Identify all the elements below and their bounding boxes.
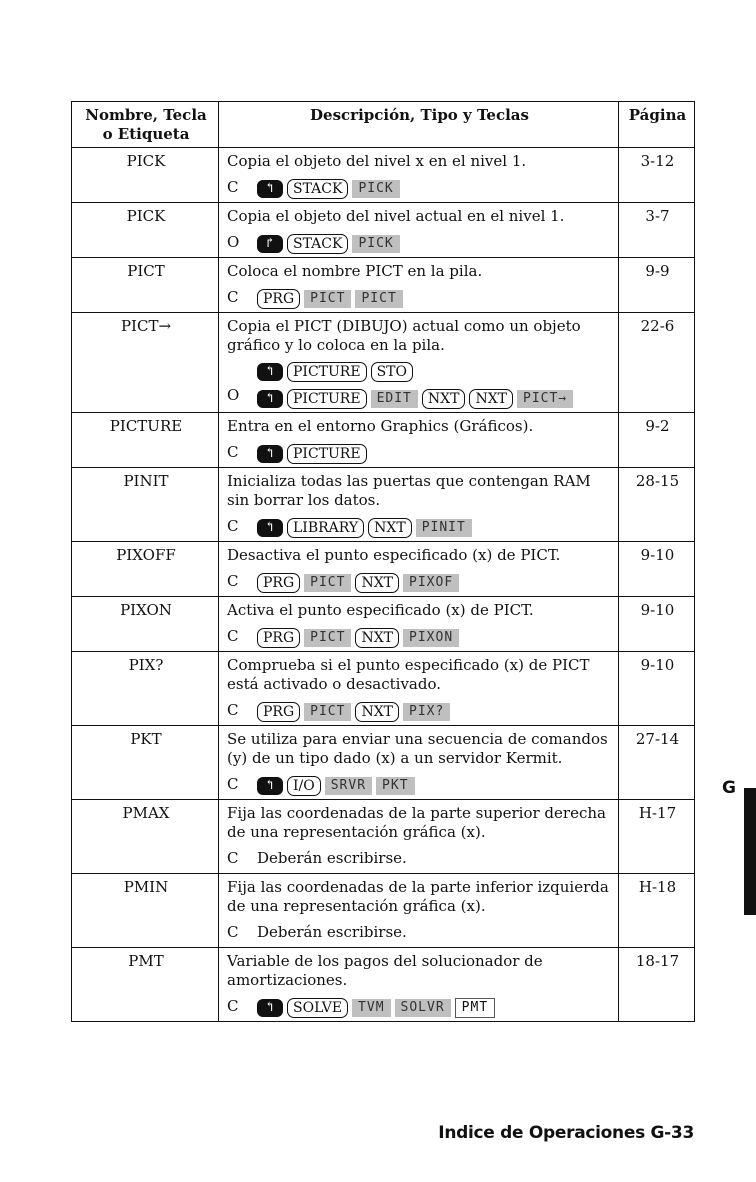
key-sequence-line	[257, 389, 573, 409]
entry-type: C	[227, 700, 239, 719]
table-row	[72, 726, 695, 800]
entry-description: Copia el PICT (DIBUJO) actual como un objeto gráfico y lo coloca en la pila.	[227, 317, 581, 354]
entry-key-sequence	[227, 359, 612, 409]
menu-key: PKT	[376, 777, 414, 795]
entry-description-cell	[219, 148, 619, 203]
table-row	[72, 652, 695, 726]
entry-description-cell	[219, 652, 619, 726]
entry-description-cell	[219, 258, 619, 313]
entry-description: Variable de los pagos del solucionador de amortizaciones.	[227, 952, 543, 989]
menu-key: PICT	[304, 703, 351, 721]
entry-page: H-18	[619, 874, 695, 948]
entry-key-sequence	[227, 230, 612, 254]
page-column-header: Página	[619, 102, 695, 148]
table-row	[72, 800, 695, 874]
entry-type: C	[227, 442, 239, 461]
entry-page: 9-10	[619, 597, 695, 652]
entry-description-cell	[219, 597, 619, 652]
entry-description-cell	[219, 313, 619, 413]
table-row	[72, 413, 695, 468]
entry-description: Fija las coordenadas de la parte inferior izquierda de una representación gráfica (x).	[227, 878, 609, 915]
entry-description-cell	[219, 948, 619, 1022]
entry-key-sequence	[227, 994, 612, 1018]
table-row	[72, 468, 695, 542]
entry-page: 18-17	[619, 948, 695, 1022]
menu-key: PICT	[304, 629, 351, 647]
hard-key: NXT	[368, 518, 412, 538]
entry-name: PICT	[72, 258, 219, 313]
description-column-header: Descripción, Tipo y Teclas	[219, 102, 619, 148]
hard-key: NXT	[355, 573, 399, 593]
entry-page: 9-9	[619, 258, 695, 313]
hard-key: PRG	[257, 702, 300, 722]
entry-name: PINIT	[72, 468, 219, 542]
entry-description: Comprueba si el punto especificado (x) de PICT está activado o desactivado.	[227, 656, 590, 693]
entry-name: PIXON	[72, 597, 219, 652]
entry-description-cell	[219, 413, 619, 468]
menu-key: SRVR	[325, 777, 372, 795]
entry-note: Deberán escribirse.	[257, 922, 407, 941]
menu-key: PMT	[455, 998, 495, 1018]
entry-page: H-17	[619, 800, 695, 874]
hard-key: NXT	[355, 702, 399, 722]
entry-description-cell	[219, 874, 619, 948]
menu-key: EDIT	[371, 390, 418, 408]
entry-description-cell	[219, 542, 619, 597]
key-sequence-line	[257, 289, 403, 309]
hard-key: PRG	[257, 628, 300, 648]
entry-description: Copia el objeto del nivel actual en el nivel 1.	[227, 207, 565, 225]
menu-key: PIXOF	[403, 574, 459, 592]
table-row	[72, 313, 695, 413]
entry-description-cell	[219, 468, 619, 542]
menu-key: PICT	[304, 574, 351, 592]
name-column-header: Nombre, Tecla o Etiqueta	[72, 102, 219, 148]
entry-key-sequence	[227, 440, 612, 464]
table-body	[72, 148, 695, 1022]
entry-type: C	[227, 177, 239, 196]
hard-key: STACK	[287, 234, 348, 254]
entry-page: 9-10	[619, 542, 695, 597]
entry-key-sequence	[227, 514, 612, 538]
menu-key: PICT	[304, 290, 351, 308]
shift-left-shift-key-icon: ↰	[257, 445, 283, 463]
menu-key: PIXON	[403, 629, 459, 647]
operations-index-table	[71, 101, 695, 1022]
key-sequence-line	[257, 702, 450, 722]
entry-key-sequence	[227, 698, 612, 722]
hard-key: PICTURE	[287, 362, 367, 382]
hard-key: I/O	[287, 776, 321, 796]
entry-type: C	[227, 626, 239, 645]
key-sequence-line	[257, 573, 459, 593]
entry-key-sequence	[227, 285, 612, 309]
entry-page: 22-6	[619, 313, 695, 413]
key-sequence-line	[257, 234, 400, 254]
key-sequence-line	[257, 518, 472, 538]
hard-key: NXT	[469, 389, 513, 409]
menu-key: PINIT	[416, 519, 472, 537]
shift-left-shift-key-icon: ↰	[257, 999, 283, 1017]
shift-right-shift-key-icon: ↱	[257, 235, 283, 253]
hard-key: STACK	[287, 179, 348, 199]
hard-key: NXT	[355, 628, 399, 648]
key-sequence-line	[257, 998, 495, 1018]
key-sequence-line	[257, 444, 367, 464]
menu-key: TVM	[352, 999, 390, 1017]
hard-key: NXT	[422, 389, 466, 409]
entry-key-sequence	[227, 624, 612, 648]
entry-description: Copia el objeto del nivel x en el nivel 1.	[227, 152, 527, 170]
entry-key-sequence	[227, 175, 612, 199]
page-footer: Indice de Operaciones G-33	[438, 1123, 694, 1143]
key-sequence-line	[257, 179, 400, 199]
table-header-row	[72, 102, 695, 148]
hard-key: STO	[371, 362, 413, 382]
entry-key-sequence	[227, 920, 612, 944]
entry-type: C	[227, 516, 239, 535]
entry-key-sequence	[227, 772, 612, 796]
entry-description: Fija las coordenadas de la parte superior derecha de una representación gráfica (x).	[227, 804, 606, 841]
menu-key: PICT→	[517, 390, 573, 408]
shift-left-shift-key-icon: ↰	[257, 777, 283, 795]
entry-description: Activa el punto especificado (x) de PICT.	[227, 601, 534, 619]
entry-name: PMIN	[72, 874, 219, 948]
entry-name: PMT	[72, 948, 219, 1022]
entry-page: 3-7	[619, 203, 695, 258]
menu-key: SOLVR	[395, 999, 451, 1017]
entry-name: PICK	[72, 148, 219, 203]
menu-key: PIX?	[403, 703, 450, 721]
menu-key: PICK	[352, 180, 399, 198]
entry-name: PMAX	[72, 800, 219, 874]
entry-description-cell	[219, 800, 619, 874]
entry-note: Deberán escribirse.	[257, 848, 407, 867]
entry-description: Desactiva el punto especificado (x) de PICT.	[227, 546, 561, 564]
entry-page: 9-10	[619, 652, 695, 726]
entry-page: 27-14	[619, 726, 695, 800]
entry-description: Entra en el entorno Graphics (Gráficos).	[227, 417, 534, 435]
entry-key-sequence	[227, 846, 612, 870]
hard-key: LIBRARY	[287, 518, 364, 538]
entry-type: C	[227, 922, 239, 941]
hard-key: SOLVE	[287, 998, 348, 1018]
hard-key: PRG	[257, 289, 300, 309]
section-tab-bar	[744, 788, 756, 915]
entry-type: C	[227, 287, 239, 306]
entry-name: PIXOFF	[72, 542, 219, 597]
shift-left-shift-key-icon: ↰	[257, 180, 283, 198]
entry-type: C	[227, 774, 239, 793]
entry-name: PKT	[72, 726, 219, 800]
menu-key: PICT	[355, 290, 402, 308]
section-tab-letter: G	[722, 778, 736, 798]
entry-page: 9-2	[619, 413, 695, 468]
key-sequence-line	[257, 362, 573, 382]
table-row	[72, 948, 695, 1022]
entry-description: Se utiliza para enviar una secuencia de comandos (y) de un tipo dado (x) a un servidor Kermit.	[227, 730, 608, 767]
entry-type: O	[227, 386, 240, 404]
hard-key: PICTURE	[287, 389, 367, 409]
entry-description: Inicializa todas las puertas que contengan RAM sin borrar los datos.	[227, 472, 591, 509]
entry-name: PICTURE	[72, 413, 219, 468]
entry-type: C	[227, 848, 239, 867]
entry-name: PIX?	[72, 652, 219, 726]
entry-key-sequence	[227, 569, 612, 593]
table-row	[72, 874, 695, 948]
key-sequence-line	[257, 628, 459, 648]
table-row	[72, 542, 695, 597]
table-row	[72, 203, 695, 258]
entry-name: PICT→	[72, 313, 219, 413]
shift-left-shift-key-icon: ↰	[257, 519, 283, 537]
entry-description-cell	[219, 726, 619, 800]
entry-name: PICK	[72, 203, 219, 258]
shift-left-shift-key-icon: ↰	[257, 363, 283, 381]
hard-key: PRG	[257, 573, 300, 593]
hard-key: PICTURE	[287, 444, 367, 464]
entry-type: C	[227, 996, 239, 1015]
table-row	[72, 148, 695, 203]
entry-page: 28-15	[619, 468, 695, 542]
entry-page: 3-12	[619, 148, 695, 203]
menu-key: PICK	[352, 235, 399, 253]
key-sequence-line	[257, 776, 415, 796]
entry-type: C	[227, 571, 239, 590]
shift-left-shift-key-icon: ↰	[257, 390, 283, 408]
table-row	[72, 258, 695, 313]
entry-type: O	[227, 232, 240, 251]
entry-description: Coloca el nombre PICT en la pila.	[227, 262, 483, 280]
entry-description-cell	[219, 203, 619, 258]
table-row	[72, 597, 695, 652]
